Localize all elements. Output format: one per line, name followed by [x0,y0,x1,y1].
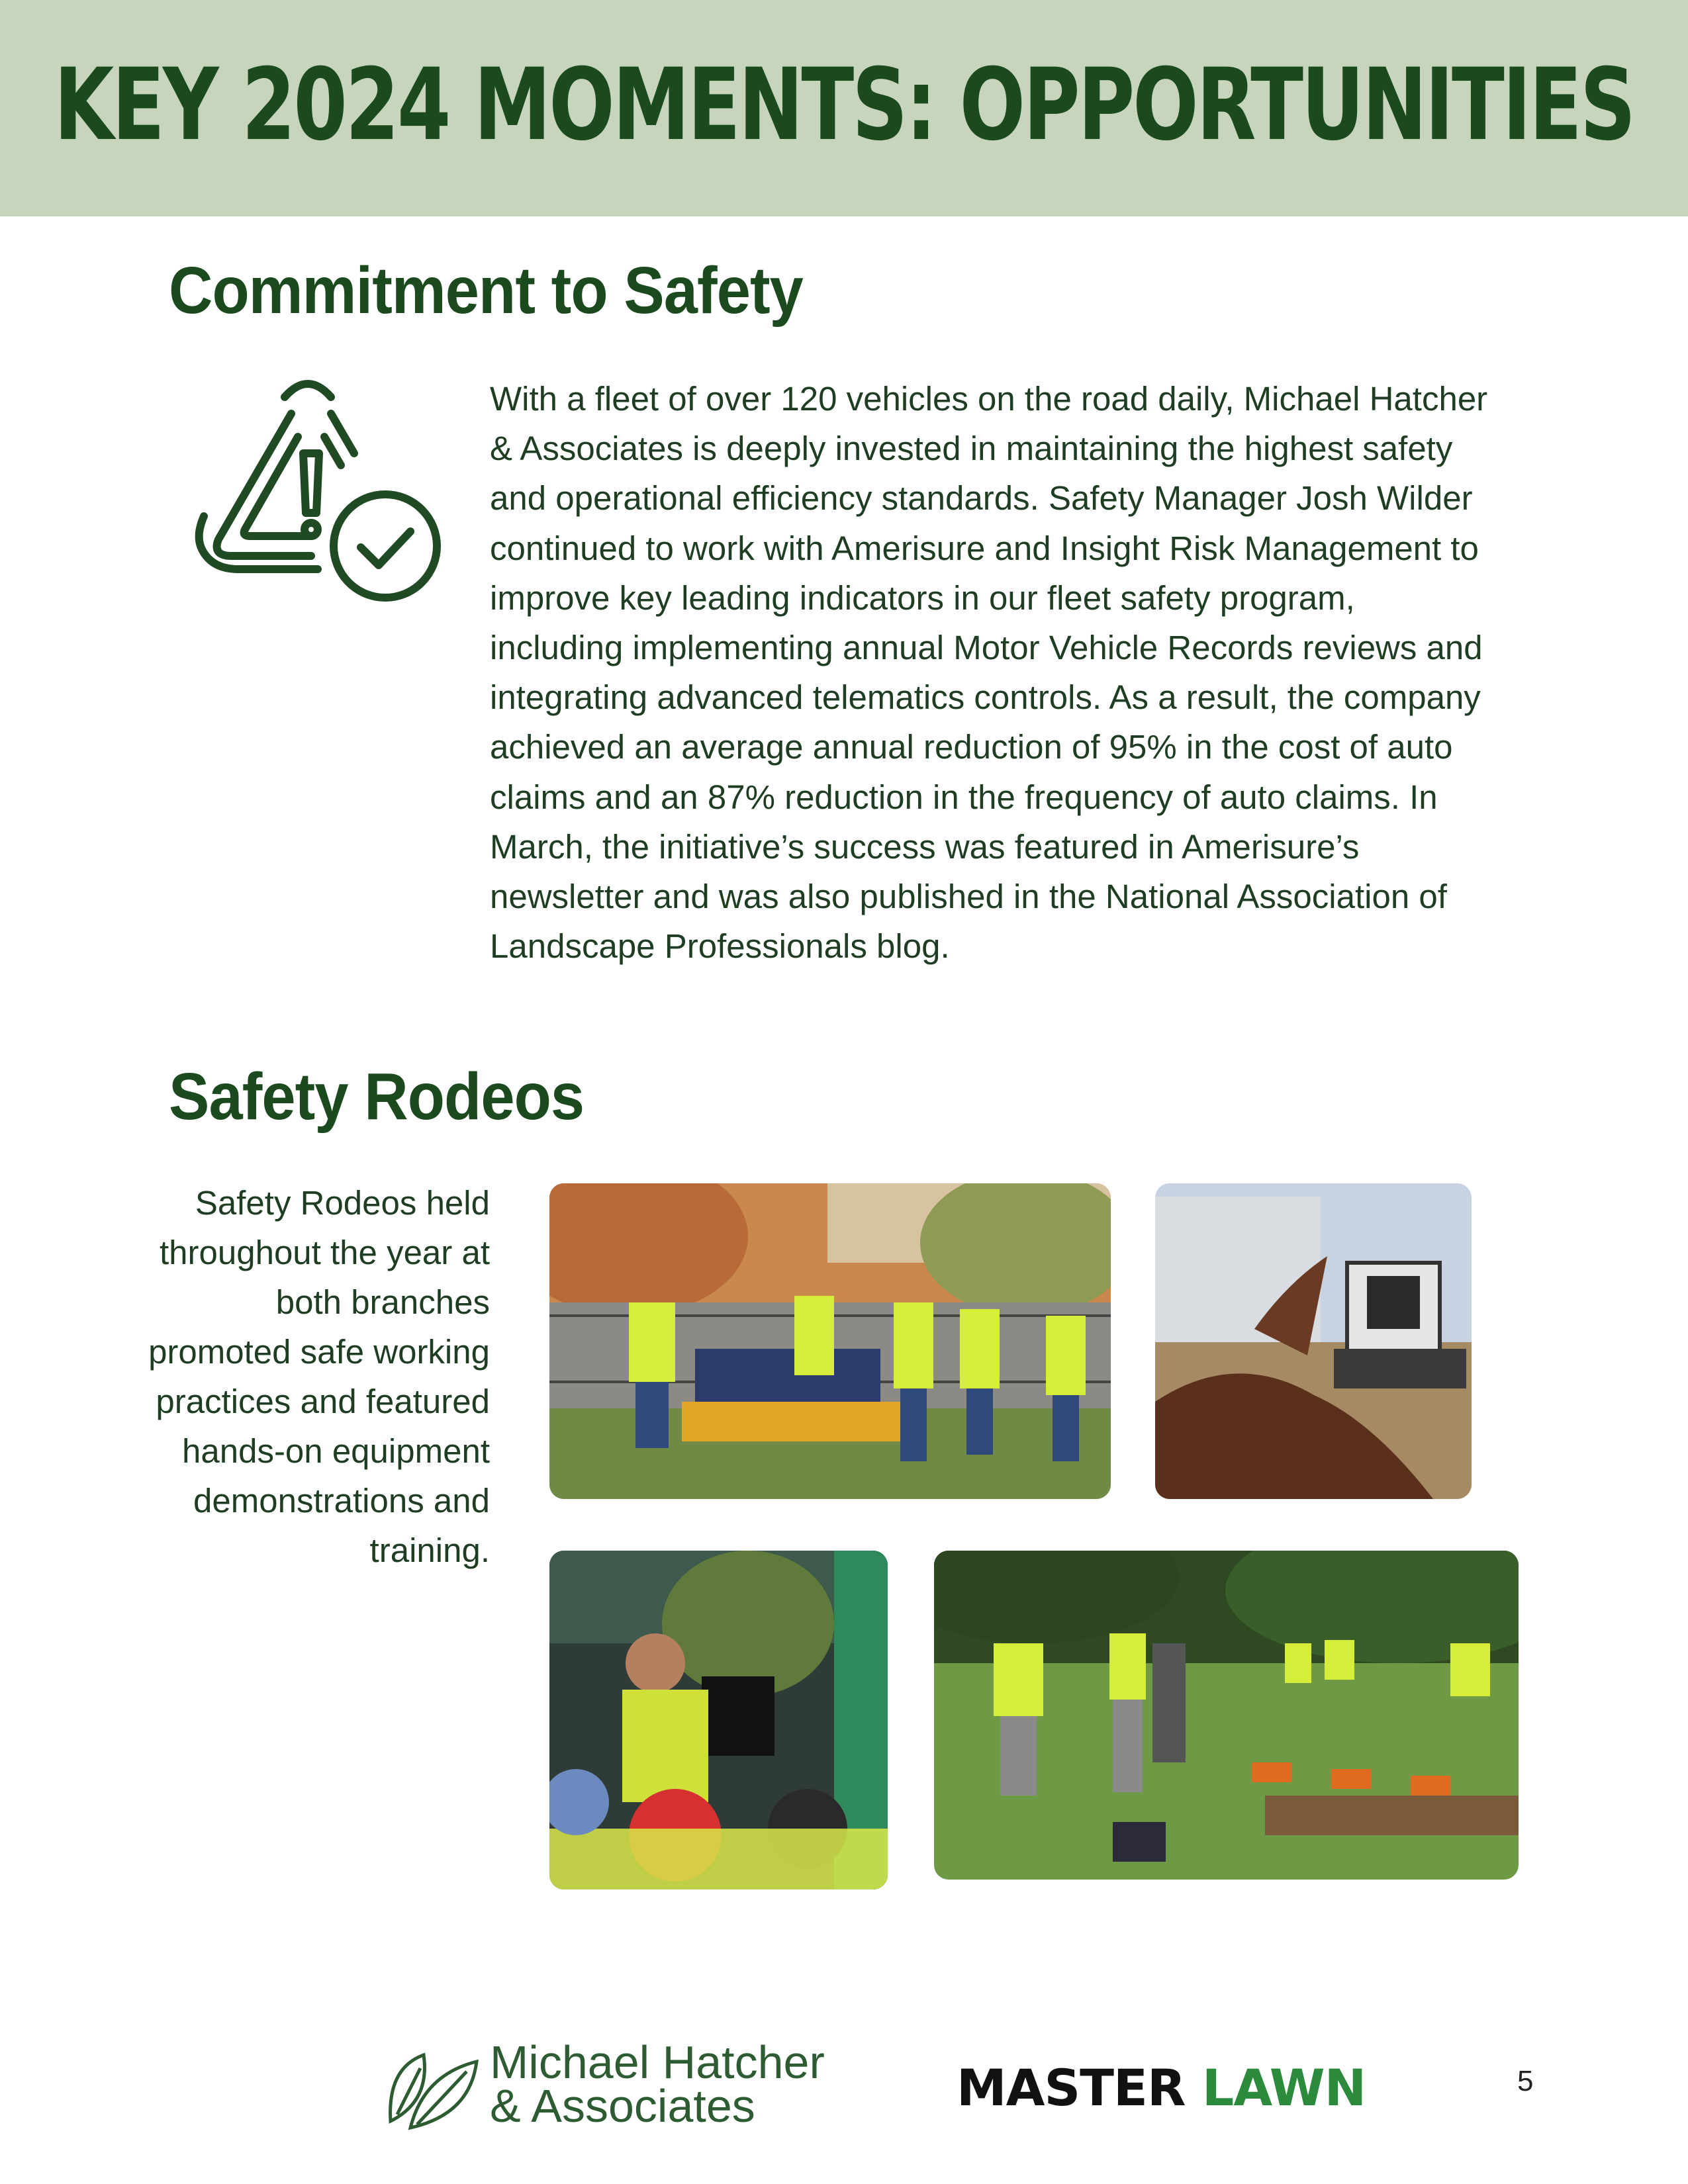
brand-master: MASTER [957,2058,1202,2117]
warning-triangle-check-icon [192,374,450,619]
rodeos-body: Safety Rodeos held throughout the year at both branches promoted safe working practices and featured hands-on equipment demonstrations and training. [148,1184,490,1569]
master-lawn-logo [957,2058,1366,2117]
plant-handling-training-photo [549,1551,888,1889]
company-name-line2: & Associates [490,2080,755,2132]
section-title-rodeos: Safety Rodeos [169,1060,585,1134]
company-name-line1: Michael Hatcher [490,2036,825,2088]
section-title-commitment: Commitment to Safety [169,253,803,328]
chainsaw-training-photo [934,1551,1519,1880]
page-title: KEY 2024 MOMENTS: OPPORTUNITIES [54,47,1634,163]
page-number: 5 [1517,2065,1534,2097]
michael-hatcher-logo [384,2035,867,2134]
leaf-icon [384,2042,483,2131]
header-banner [0,0,1688,216]
brand-lawn: LAWN [1201,2058,1366,2117]
commitment-body: With a fleet of over 120 vehicles on the road daily, Michael Hatcher & Associates is deeply invested in maintaining the highest safety and operational efficiency standards. Safety Manager Josh Wilder continued to work with Amerisure and Insight Risk Management to improve key leading indicators in our fleet safety program, including implementing annual Motor Vehicle Records reviews and integrating advanced telematics controls. As a result, the company achieved an average annual reduction of 95% in the cost of auto claims and an 87% reduction in the frequency of auto claims. In March, the initiative’s success was featured in Amerisure’s newsletter and was also published in the National Association of Landscape Professionals blog. [490,380,1488,966]
skid-steer-mulch-photo [1155,1183,1472,1499]
mower-demonstration-photo [549,1183,1111,1499]
